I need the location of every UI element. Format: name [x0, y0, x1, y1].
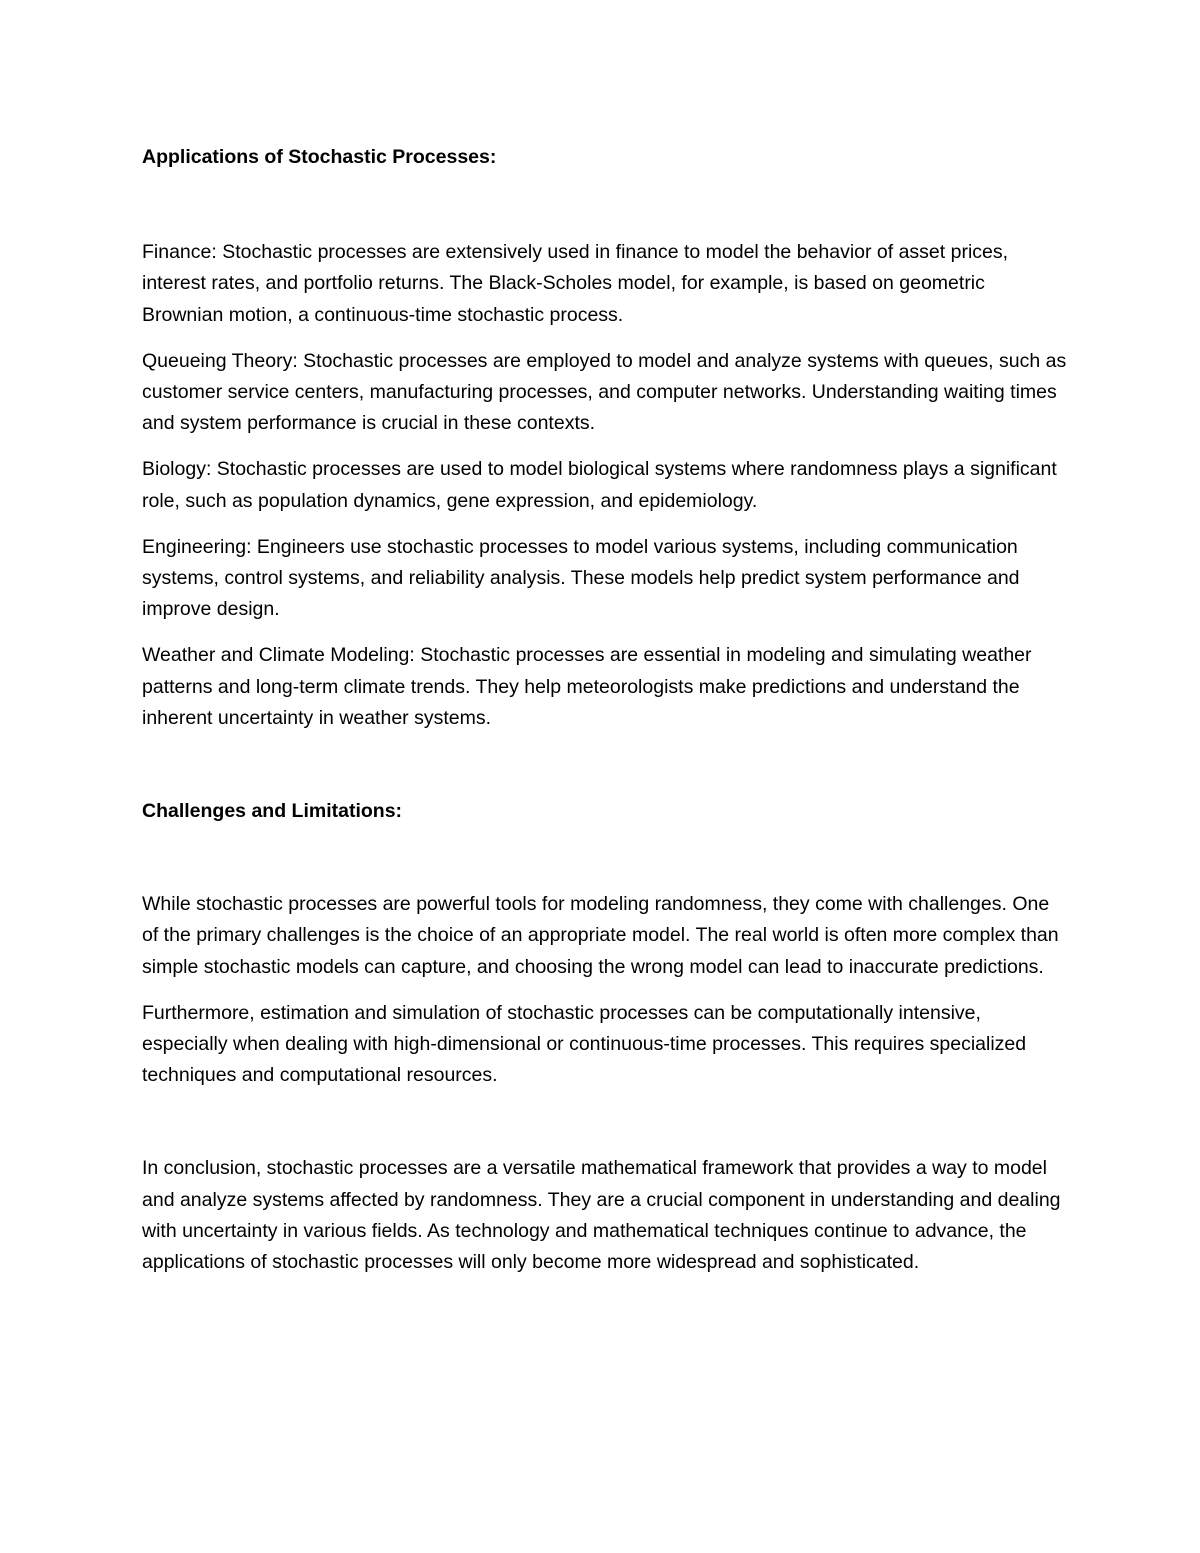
- paragraph-engineering: Engineering: Engineers use stochastic processes to model various systems, including communication systems, control systems, and reliability analysis. These models help predict system performance and improve design.: [142, 535, 1020, 621]
- paragraph-queueing-theory: Queueing Theory: Stochastic processes are employed to model and analyze systems with queues, such as customer service centers, manufacturing processes, and computer networks. Understanding waiting times and system performance is crucial in these contexts.: [142, 349, 1067, 435]
- document-body: [142, 142, 1067, 1278]
- paragraph-computational-cost: Furthermore, estimation and simulation of stochastic processes can be computationally intensive, especially when dealing with high-dimensional or continuous-time processes. This requires specialized techniques and computational resources.: [142, 1001, 1027, 1087]
- paragraph-finance: Finance: Stochastic processes are extensively used in finance to model the behavior of asset prices, interest rates, and portfolio returns. The Black-Scholes model, for example, is based on geometric Brownian motion, a continuous-time stochastic process.: [142, 241, 1009, 326]
- paragraph-weather-climate: Weather and Climate Modeling: Stochastic processes are essential in modeling and simulating weather patterns and long-term climate trends. They help meteorologists make predictions and understand the inherent uncertainty in weather systems.: [142, 644, 1032, 729]
- section-heading-applications: Applications of Stochastic Processes:: [142, 146, 497, 168]
- paragraph-biology: Biology: Stochastic processes are used to model biological systems where randomness plays a significant role, such as population dynamics, gene expression, and epidemiology.: [142, 458, 1057, 512]
- paragraph-challenges: While stochastic processes are powerful tools for modeling randomness, they come with challenges. One of the primary challenges is the choice of an appropriate model. The real world is often more complex than simple stochastic models can capture, and choosing the wrong model can lead to inaccurate predictions.: [142, 893, 1059, 978]
- section-heading-challenges: Challenges and Limitations:: [142, 800, 403, 823]
- paragraph-conclusion: In conclusion, stochastic processes are a versatile mathematical framework that provides a way to model and analyze systems affected by randomness. They are a crucial component in understanding and dealing with uncertainty in various fields. As technology and mathematical techniques continue to advance, the applications of stochastic processes will only become more widespread and sophisticated.: [142, 1157, 1061, 1274]
